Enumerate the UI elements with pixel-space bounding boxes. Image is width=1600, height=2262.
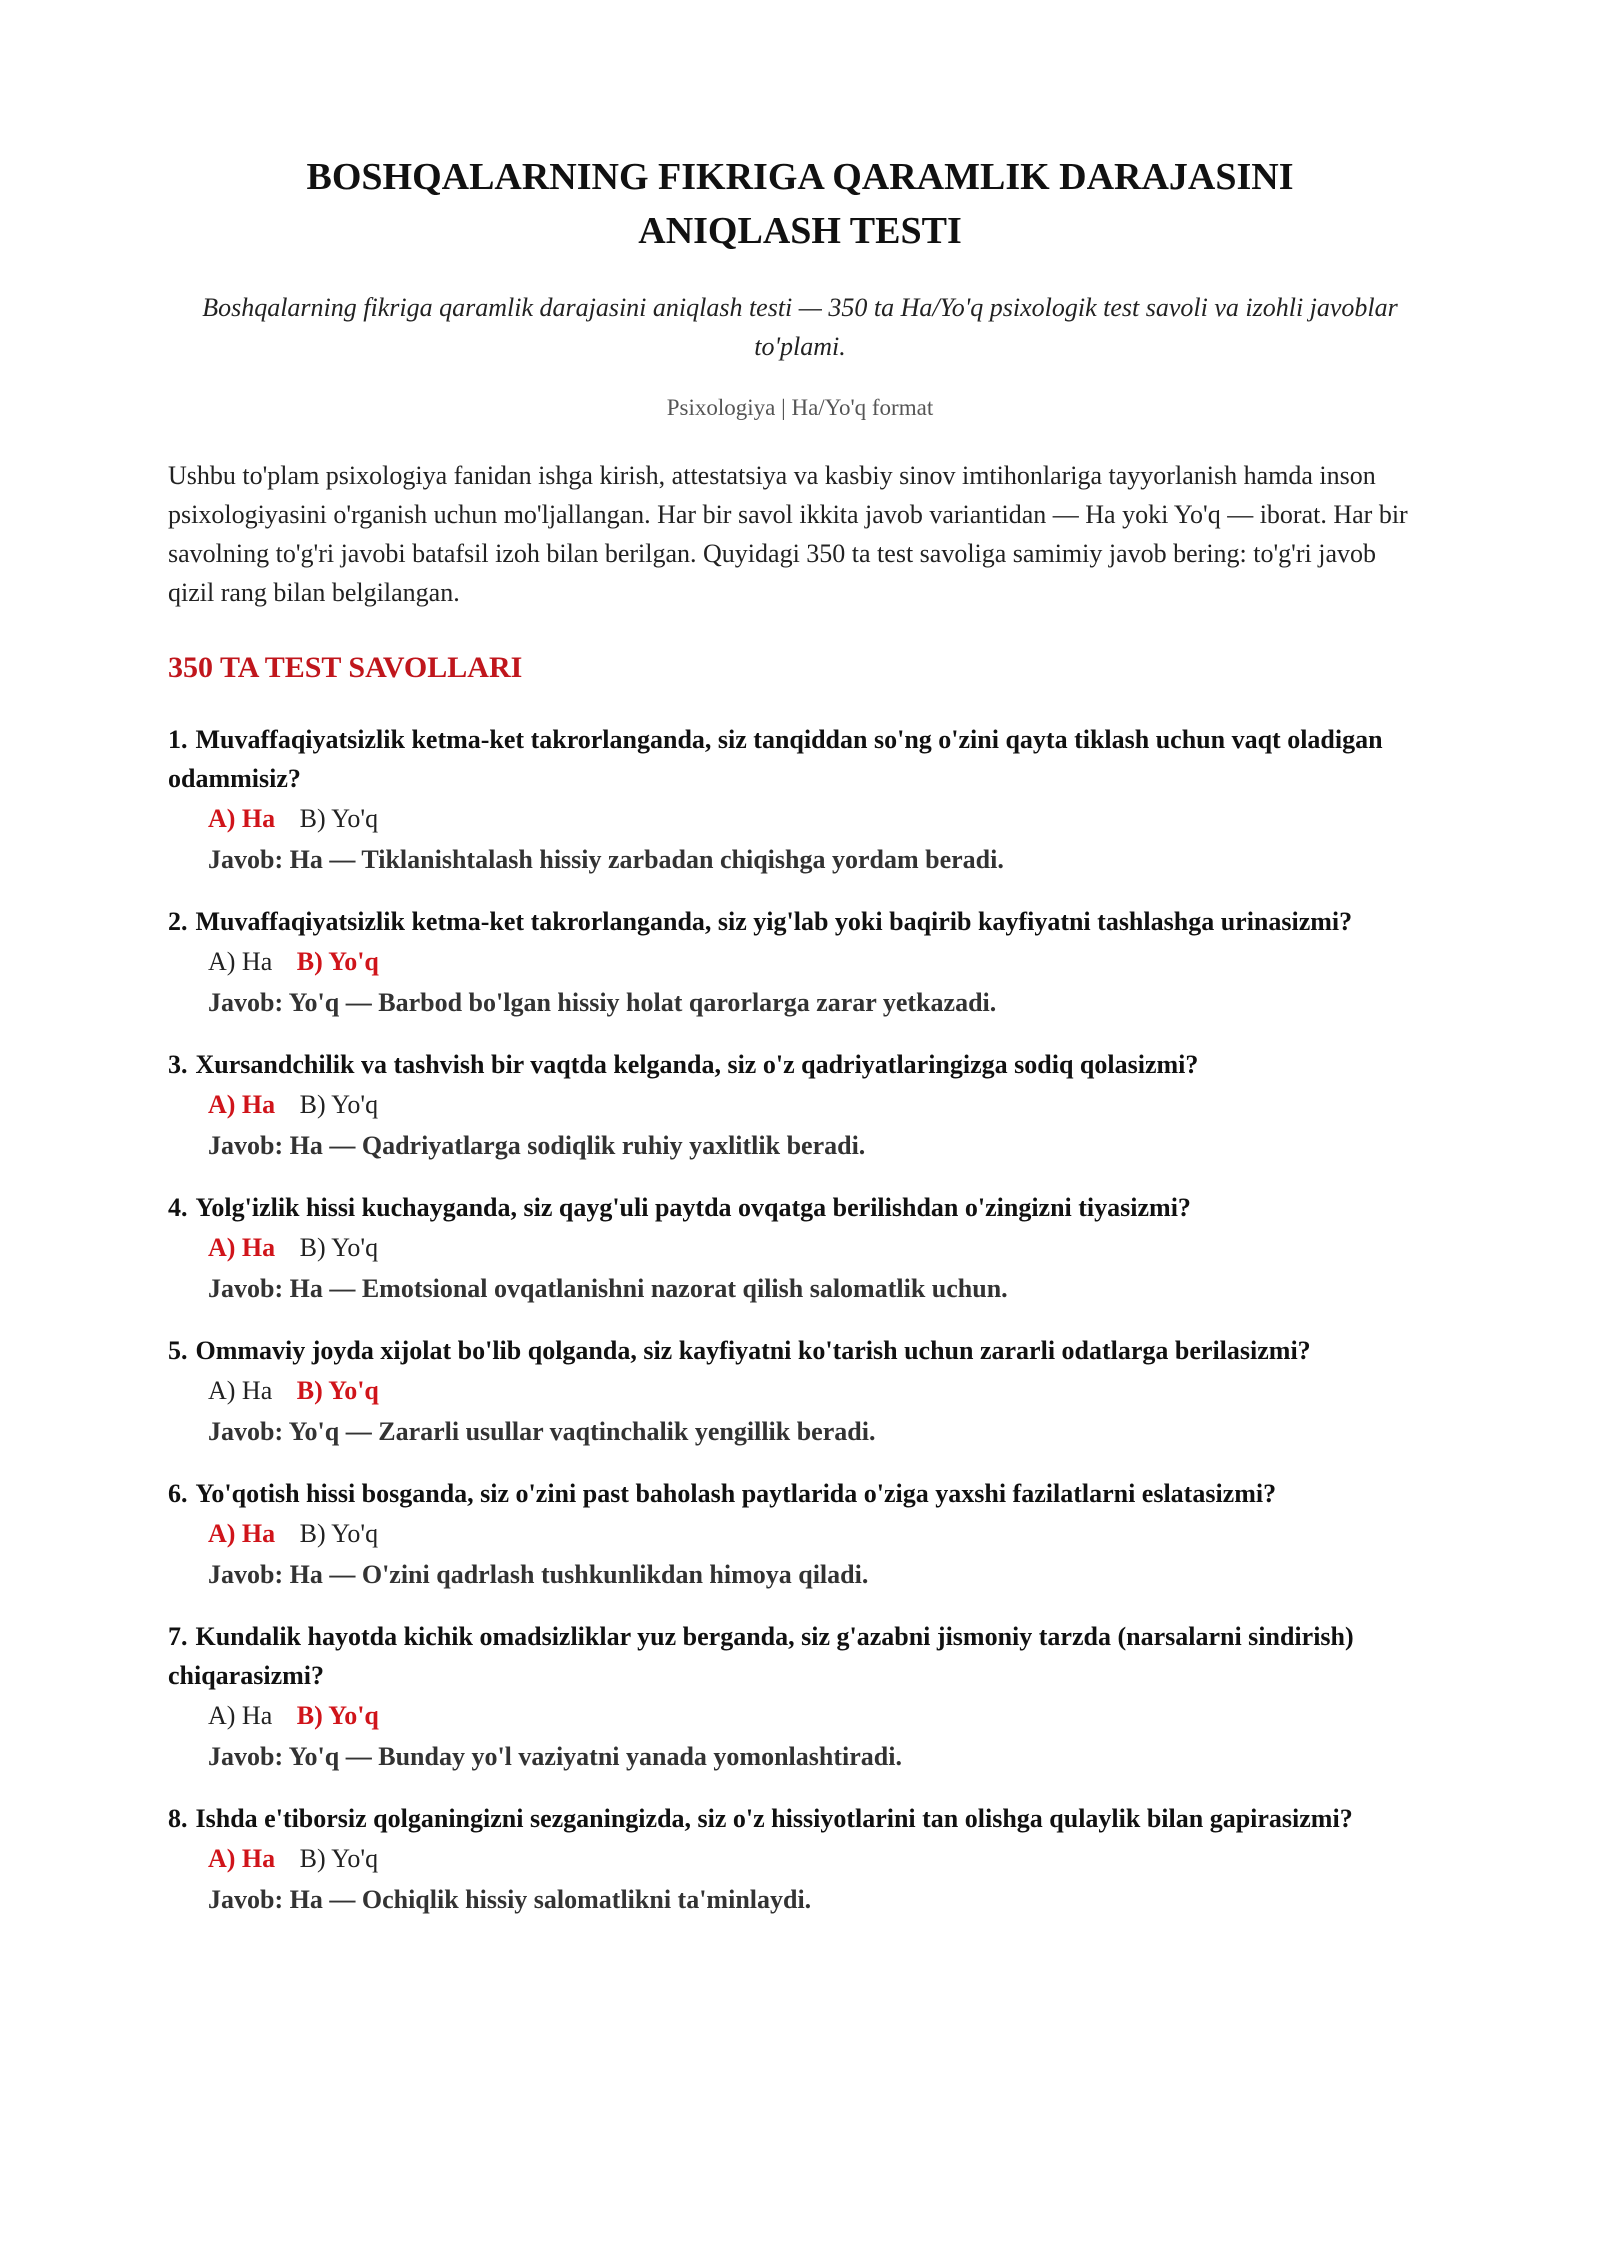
answer-options — [168, 1838, 1432, 1879]
answer-explanation: Javob: Yo'q — Barbod bo'lgan hissiy holat qarorlarga zarar yetkazadi. — [208, 988, 997, 1017]
answer-explanation: Javob: Ha — Emotsional ovqatlanishni nazorat qilish salomatlik uchun. — [208, 1274, 1008, 1303]
answer-options — [168, 1227, 1432, 1268]
option-a: A) Ha — [208, 947, 273, 976]
title-line-1: BOSHQALARNING FIKRIGA QARAMLIK DARAJASINI — [306, 156, 1294, 198]
question-text — [168, 1331, 1428, 1370]
question-item — [168, 1045, 1432, 1166]
question-text — [168, 1799, 1428, 1838]
option-a: A) Ha — [208, 1090, 276, 1119]
question-body: Ommaviy joyda xijolat bo'lib qolganda, siz kayfiyatni ko'tarish uchun zararli odatlarga berilasizmi? — [195, 1336, 1311, 1365]
question-item — [168, 1188, 1432, 1309]
question-text — [168, 720, 1428, 798]
intro-paragraph: Ushbu to'plam psixologiya fanidan ishga kirish, attestatsiya va kasbiy sinov imtihonlariga tayyorlanish hamda inson psixologiyasini o'rganish uchun mo'ljallangan. Har bir savol ikkita javob variantidan — Ha yoki Yo'q — iborat. Har bir savolning to'g'ri javobi batafsil izoh bilan berilgan. Quyidagi 350 ta test savoliga samimiy javob bering: to'g'ri javob qizil rang bilan belgilangan. — [168, 461, 1408, 607]
question-body: Muvaffaqiyatsizlik ketma-ket takrorlanganda, siz yig'lab yoki baqirib kayfiyatni tashlashga urinasizmi? — [195, 907, 1353, 936]
question-body: Ishda e'tiborsiz qolganingizni sezganingizda, siz o'z hissiyotlarini tan olishga qulaylik bilan gapirasizmi? — [195, 1804, 1353, 1833]
option-b: B) Yo'q — [299, 1090, 379, 1119]
answer-options — [168, 798, 1432, 839]
question-number: 7. — [168, 1622, 188, 1651]
answer-explanation: Javob: Ha — O'zini qadrlash tushkunlikdan himoya qiladi. — [208, 1560, 869, 1589]
option-b: B) Yo'q — [299, 1519, 379, 1548]
answer-options — [168, 1695, 1432, 1736]
document-title — [245, 150, 1355, 258]
question-number: 6. — [168, 1479, 188, 1508]
answer-explanation: Javob: Yo'q — Bunday yo'l vaziyatni yanada yomonlashtiradi. — [208, 1742, 902, 1771]
option-a: A) Ha — [208, 1519, 276, 1548]
question-text — [168, 1617, 1428, 1695]
title-line-2: ANIQLASH TESTI — [638, 210, 962, 252]
answer-explanation: Javob: Ha — Qadriyatlarga sodiqlik ruhiy yaxlitlik beradi. — [208, 1131, 866, 1160]
question-number: 8. — [168, 1804, 188, 1833]
question-text — [168, 1474, 1428, 1513]
option-b: B) Yo'q — [299, 804, 379, 833]
answer-explanation: Javob: Yo'q — Zararli usullar vaqtinchalik yengillik beradi. — [208, 1417, 876, 1446]
option-a: A) Ha — [208, 1844, 276, 1873]
question-number: 4. — [168, 1193, 188, 1222]
question-item — [168, 1331, 1432, 1452]
option-a: A) Ha — [208, 804, 276, 833]
option-b: B) Yo'q — [296, 1376, 379, 1405]
question-text — [168, 902, 1428, 941]
question-item — [168, 902, 1432, 1023]
option-a: A) Ha — [208, 1376, 273, 1405]
answer-explanation: Javob: Ha — Ochiqlik hissiy salomatlikni ta'minlaydi. — [208, 1885, 812, 1914]
answer-options — [168, 1370, 1432, 1411]
question-item — [168, 1799, 1432, 1920]
section-heading: 350 TA TEST SAVOLLARI — [168, 651, 523, 684]
question-text — [168, 1045, 1428, 1084]
option-b: B) Yo'q — [296, 947, 379, 976]
option-b: B) Yo'q — [299, 1233, 379, 1262]
answer-options — [168, 941, 1432, 982]
question-number: 2. — [168, 907, 188, 936]
question-item — [168, 1617, 1432, 1777]
question-body: Yolg'izlik hissi kuchayganda, siz qayg'uli paytda ovqatga berilishdan o'zingizni tiyasizmi? — [195, 1193, 1191, 1222]
option-a: A) Ha — [208, 1701, 273, 1730]
option-a: A) Ha — [208, 1233, 276, 1262]
answer-options — [168, 1513, 1432, 1554]
question-number: 1. — [168, 725, 188, 754]
question-body: Xursandchilik va tashvish bir vaqtda kelganda, siz o'z qadriyatlaringizga sodiq qolasizmi? — [195, 1050, 1199, 1079]
document-subtitle: Boshqalarning fikriga qaramlik darajasini aniqlash testi — 350 ta Ha/Yo'q psixologik test savoli va izohli javoblar to'plami. — [202, 293, 1398, 361]
question-number: 3. — [168, 1050, 188, 1079]
question-text — [168, 1188, 1428, 1227]
question-item — [168, 1474, 1432, 1595]
answer-explanation: Javob: Ha — Tiklanishtalash hissiy zarbadan chiqishga yordam beradi. — [208, 845, 1004, 874]
option-b: B) Yo'q — [299, 1844, 379, 1873]
question-body: Kundalik hayotda kichik omadsizliklar yuz berganda, siz g'azabni jismoniy tarzda (narsalarni sindirish) chiqarasizmi? — [168, 1622, 1354, 1690]
question-body: Muvaffaqiyatsizlik ketma-ket takrorlanganda, siz tanqiddan so'ng o'zini qayta tiklash uchun vaqt oladigan odammisiz? — [168, 725, 1383, 793]
answer-options — [168, 1084, 1432, 1125]
document-meta: Psixologiya | Ha/Yo'q format — [666, 395, 934, 420]
question-item — [168, 720, 1432, 880]
option-b: B) Yo'q — [296, 1701, 379, 1730]
question-list — [168, 720, 1432, 1920]
question-number: 5. — [168, 1336, 188, 1365]
question-body: Yo'qotish hissi bosganda, siz o'zini past baholash paytlarida o'ziga yaxshi fazilatlarni eslatasizmi? — [195, 1479, 1277, 1508]
